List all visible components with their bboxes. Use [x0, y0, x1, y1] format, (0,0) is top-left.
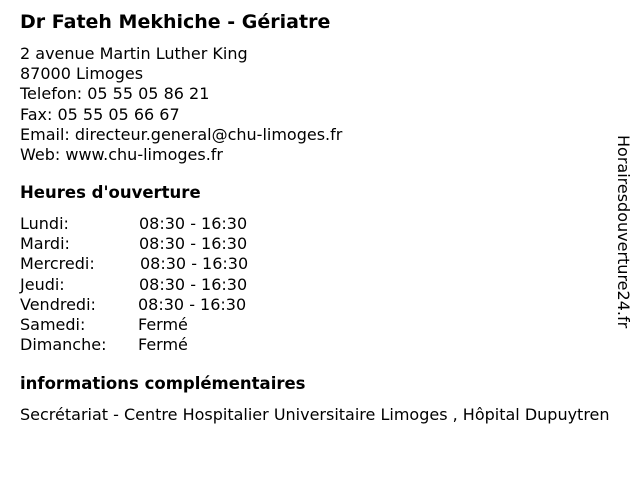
day-label: Jeudi:: [20, 274, 65, 294]
phone-number[interactable]: Telefon: 05 55 05 86 21: [20, 84, 210, 104]
day-label: Samedi:: [20, 315, 86, 335]
day-label: Mardi:: [20, 234, 70, 254]
time-value: Fermé: [138, 315, 188, 335]
time-value: 08:30 - 16:30: [139, 274, 248, 294]
hours-row-wednesday: [20, 254, 249, 274]
address-city: 87000 Limoges: [20, 64, 144, 84]
address-street: 2 avenue Martin Luther King: [20, 44, 248, 63]
site-watermark: Horairesdouverture24.fr: [614, 135, 633, 329]
email-address[interactable]: Email: directeur.general@chu-limoges.fr: [20, 124, 343, 144]
hours-row-sunday: [20, 335, 188, 355]
fax-number: Fax: 05 55 05 66 67: [20, 104, 180, 124]
hours-row-saturday: [20, 315, 188, 335]
time-value: 08:30 - 16:30: [139, 234, 248, 254]
opening-hours-heading: Heures d'ouverture: [20, 183, 201, 202]
hours-row-friday: [20, 294, 247, 315]
opening-hours-table: [20, 214, 249, 355]
day-label: Vendredi:: [20, 294, 96, 314]
additional-info-heading: informations complémentaires: [20, 374, 306, 393]
time-value: 08:30 - 16:30: [138, 294, 247, 314]
additional-info-text: Secrétariat - Centre Hospitalier Universitaire Limoges , Hôpital Dupuytren: [20, 405, 610, 424]
page-title: Dr Fateh Mekhiche - Gériatre: [20, 11, 331, 33]
website-link[interactable]: Web: www.chu-limoges.fr: [20, 145, 223, 165]
time-value: Fermé: [138, 335, 188, 355]
hours-row-tuesday: [20, 234, 248, 254]
time-value: 08:30 - 16:30: [140, 254, 249, 274]
day-label: Mercredi:: [20, 254, 95, 274]
day-label: Dimanche:: [20, 335, 107, 355]
contact-block: [20, 44, 342, 165]
time-value: 08:30 - 16:30: [139, 214, 248, 233]
hours-row-thursday: [20, 274, 248, 295]
hours-row-monday: [20, 214, 248, 234]
day-label: Lundi:: [20, 214, 69, 233]
